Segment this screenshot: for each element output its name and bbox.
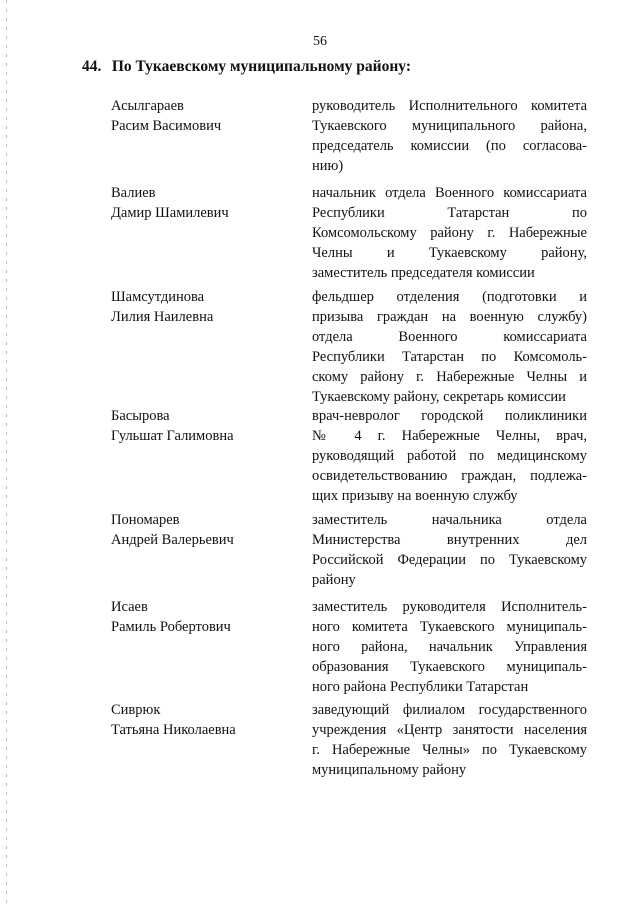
role-line: врач-невролог городской поликлиники xyxy=(312,408,587,424)
member-role xyxy=(312,597,587,697)
member-name xyxy=(111,183,291,223)
role-line: отдела Военного комиссариата xyxy=(312,329,587,345)
role-line: председатель комиссии (по согласова- xyxy=(312,138,587,154)
role-line: Министерства внутренних дел xyxy=(312,532,587,548)
role-line: нию) xyxy=(312,158,344,174)
role-line: Тукаевскому району, секретарь комиссии xyxy=(312,389,566,405)
member-role xyxy=(312,510,587,590)
member-surname: Валиев xyxy=(111,185,156,201)
role-line: Республики Татарстан по xyxy=(312,205,587,221)
member-role xyxy=(312,700,587,780)
role-line: муниципальному району xyxy=(312,762,467,778)
member-name xyxy=(111,700,291,740)
role-line: щих призыву на военную службу xyxy=(312,488,518,504)
section-title xyxy=(82,58,411,76)
role-line: ного района Республики Татарстан xyxy=(312,679,529,695)
member-name xyxy=(111,96,291,136)
role-line: заместитель руководителя Исполнитель- xyxy=(312,599,587,615)
member-name xyxy=(111,406,291,446)
role-line: руководитель Исполнительного комитета xyxy=(312,98,587,114)
member-surname: Исаев xyxy=(111,599,148,615)
role-line: фельдшер отделения (подготовки и xyxy=(312,289,587,305)
role-line: Тукаевского муниципального района, xyxy=(312,118,587,134)
member-given-name: Татьяна Николаевна xyxy=(111,722,236,738)
member-name xyxy=(111,597,291,637)
member-given-name: Гульшат Галимовна xyxy=(111,428,234,444)
role-line: заведующий филиалом государственного xyxy=(312,702,587,718)
role-line: образования Тукаевского муниципаль- xyxy=(312,659,587,675)
member-role xyxy=(312,96,587,176)
role-line: призыва граждан на военную службу) xyxy=(312,309,587,325)
role-line: ного района, начальник Управления xyxy=(312,639,587,655)
member-given-name: Расим Васимович xyxy=(111,118,222,134)
member-surname: Сиврюк xyxy=(111,702,161,718)
role-line: № 4 г. Набережные Челны, врач, xyxy=(312,428,587,444)
member-role xyxy=(312,406,587,506)
member-given-name: Лилия Наилевна xyxy=(111,309,214,325)
role-line: Челны и Тукаевскому району, xyxy=(312,245,587,261)
member-given-name: Андрей Валерьевич xyxy=(111,532,234,548)
member-given-name: Дамир Шамилевич xyxy=(111,205,229,221)
member-given-name: Рамиль Робертович xyxy=(111,619,231,635)
member-name xyxy=(111,287,291,327)
role-line: Республики Татарстан по Комсомоль- xyxy=(312,349,587,365)
role-line: г. Набережные Челны» по Тукаевскому xyxy=(312,742,587,758)
role-line: заместитель председателя комиссии xyxy=(312,265,535,281)
role-line: заместитель начальника отдела xyxy=(312,512,587,528)
role-line: Комсомольскому району г. Набережные xyxy=(312,225,587,241)
role-line: Российской Федерации по Тукаевскому xyxy=(312,552,587,568)
member-role xyxy=(312,287,587,407)
role-line: скому району г. Набережные Челны и xyxy=(312,369,587,385)
page-number: 56 xyxy=(313,34,327,49)
role-line: начальник отдела Военного комиссариата xyxy=(312,185,587,201)
member-surname: Шамсутдинова xyxy=(111,289,205,305)
member-surname: Асылгараев xyxy=(111,98,184,114)
scan-margin-line xyxy=(6,0,7,905)
member-name xyxy=(111,510,291,550)
member-role xyxy=(312,183,587,283)
role-line: ного комитета Тукаевского муниципаль- xyxy=(312,619,587,635)
role-line: учреждения «Центр занятости населения xyxy=(312,722,587,738)
role-line: району xyxy=(312,572,356,588)
member-surname: Пономарев xyxy=(111,512,180,528)
member-surname: Басырова xyxy=(111,408,170,424)
section-number: 44. xyxy=(82,58,102,75)
section-title-text: По Тукаевскому муниципальному району: xyxy=(111,58,411,75)
role-line: руководящий работой по медицинскому xyxy=(312,448,587,464)
role-line: освидетельствованию граждан, подлежа- xyxy=(312,468,587,484)
